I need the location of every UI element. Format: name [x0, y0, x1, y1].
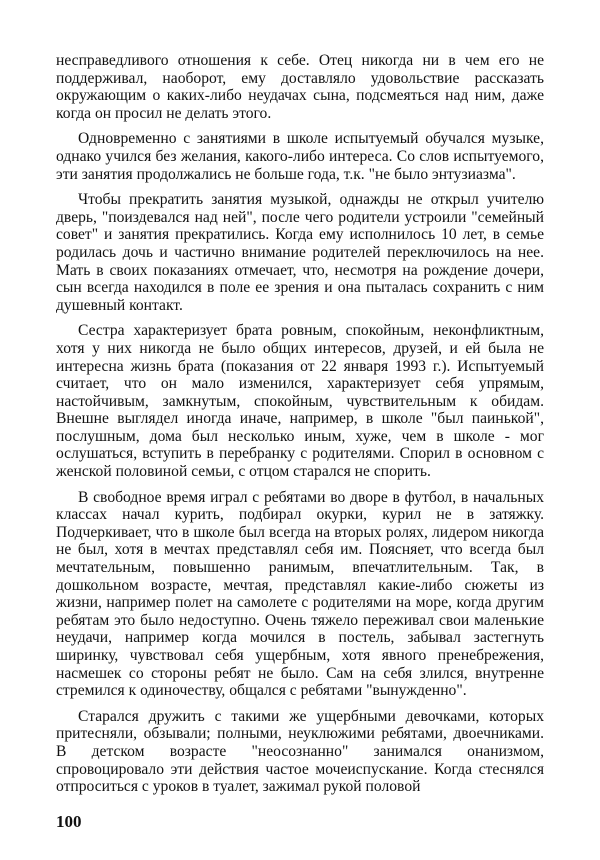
paragraph-sister-testimony: Сестра характеризует брата ровным, спокойным, неконфликтным, хотя у них никогда не было общих интересов, друзей, и ей была не интересна жизнь брата (показания от 22 января 1993 г.). Испытуемый считает, что он мало изменился, характеризует себя упрямым, настойчивым, замкнутым, спокойным, чувствительным к обидам. Внешне выглядел иногда иначе, например, в школе "был паинькой", послушным, дома был несколько иным, хуже, чем в школе - мог ослушаться, вступить в перебранку с родителями. Спорил в основном с женской половиной семьи, с отцом старался не спорить. [56, 322, 544, 481]
paragraph-family-council: Чтобы прекратить занятия музыкой, однажды не открыл учителю дверь, "поиздевался над ней", после чего родители устроили "семейный совет" и занятия прекратились. Когда ему исполнилось 10 лет, в семье родилась дочь и частично внимание родителей переключилось на нее. Мать в своих показаниях отмечает, что, несмотря на рождение дочери, сын всегда находился в поле ее зрения и она пыталась сохранить с ним душевный контакт. [56, 191, 544, 314]
page-number: 100 [56, 812, 82, 831]
page-text-block [56, 52, 544, 804]
paragraph-friendships: Старался дружить с такими же ущербными девочками, которых притесняли, обзывали; полными, неуклюжими ребятами, двоечниками. В детском возрасте "неосознанно" занимался онанизмом, спровоцировало эти действия частое мочеиспускание. Когда стеснялся отпроситься с уроков в туалет, зажимал рукой половой [56, 707, 544, 796]
paragraph-free-time: В свободное время играл с ребятами во дворе в футбол, в начальных классах начал курить, подбирал окурки, курил не в затяжку. Подчеркивает, что в школе был всегда на вторых ролях, лидером никогда не был, хотя в мечтах представлял себя им. Поясняет, что всегда был мечтательным, повышенно ранимым, впечатлительным. Так, в дошкольном возрасте, мечтая, представлял какие-либо сюжеты из жизни, например полет на самолете с родителями на море, когда другим ребятам это было недоступно. Очень тяжело переживал свои маленькие неудачи, например когда мочился в постель, забывал застегнуть ширинку, чувствовал себя ущербным, хотя явного пренебрежения, насмешек со стороны ребят не было. Сам на себя злился, внутренне стремился к одиночеству, общался с ребятами "вынужденно". [56, 488, 544, 700]
paragraph-father-attitude: несправедливого отношения к себе. Отец никогда ни в чем его не поддерживал, наоборот, ему доставляло удовольствие рассказать окружающим о каких-либо неудачах сына, подсмеяться над ним, даже когда он просил не делать этого. [56, 52, 544, 122]
paragraph-music-lessons: Одновременно с занятиями в школе испытуемый обучался музыке, однако учился без желания, какого-либо интереса. Со слов испытуемого, эти занятия продолжались не больше года, т.к. "не было энтузиазма". [56, 130, 544, 183]
